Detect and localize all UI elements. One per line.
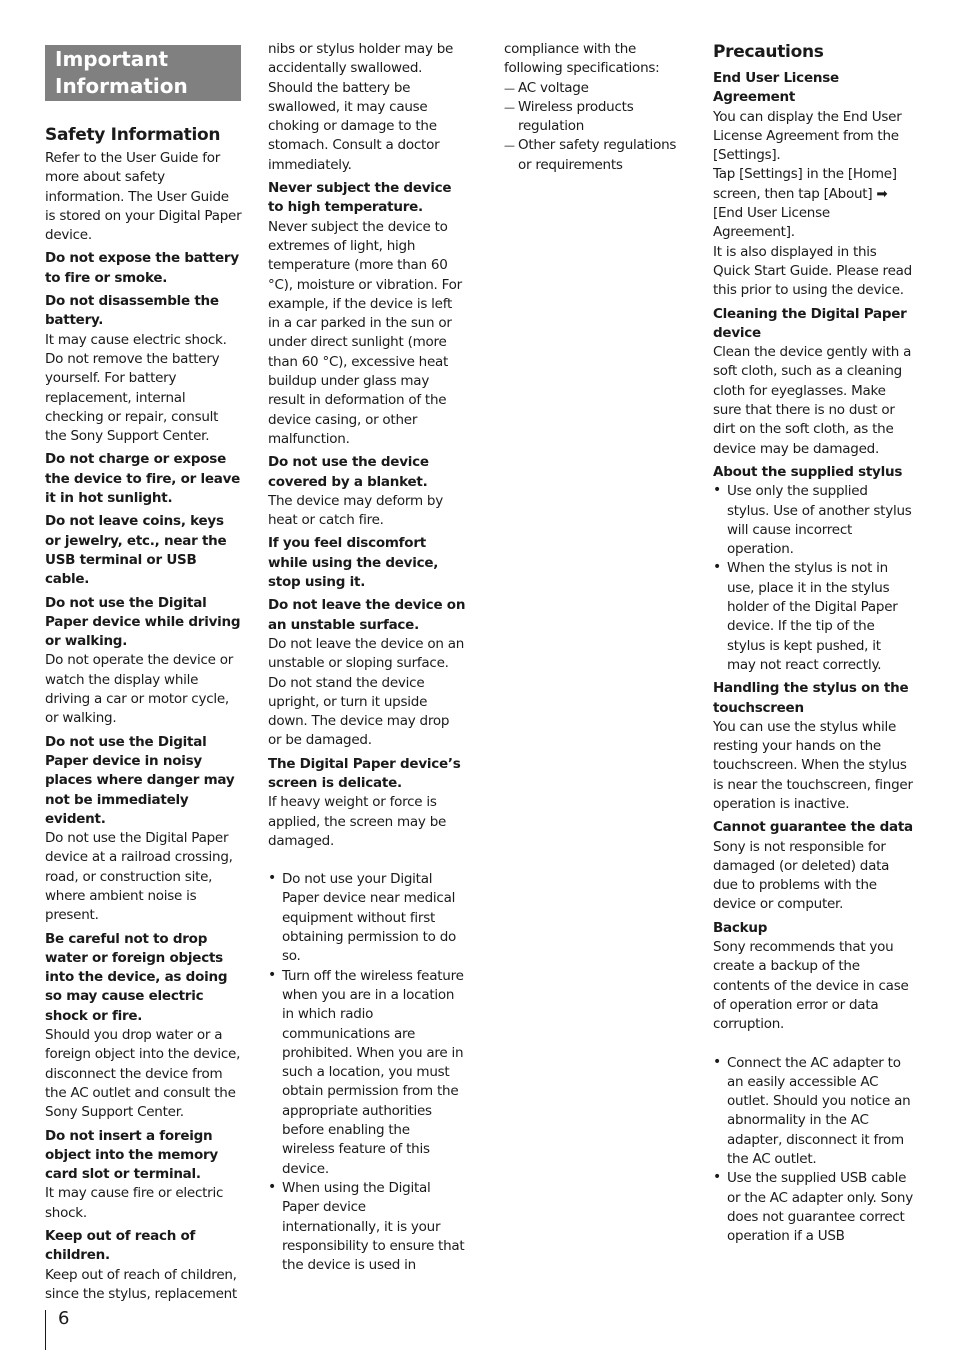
subheading: Cannot guarantee the data [713, 819, 913, 836]
paragraph: Do not operate the device or watch the display while driving a car or motor cycle, or walking. [45, 652, 234, 727]
paragraph: Keep out of reach of children, since the stylus, replacement [45, 1266, 237, 1302]
subheading: About the supplied stylus [713, 463, 903, 480]
paragraph: Sony is not responsible for damaged (or deleted) data due to problems with the device or computer. [713, 838, 890, 913]
paragraph: You can use the stylus while resting your hands on the touchscreen. When the stylus is near the touchscreen, finger operation is inactive. [713, 718, 913, 812]
list-item: • Do not use your Digital Paper device near medical equipment without first obtaining permission to do so. [268, 870, 466, 966]
specification-dash-list [504, 79, 688, 175]
stylus-bullet-list [713, 482, 913, 675]
subheading: Cleaning the Digital Paper device [713, 305, 907, 341]
footer-rule [45, 1310, 46, 1350]
paragraph: Clean the device gently with a soft cloth, such as a cleaning cloth for eyeglasses. Make sure that there is no dust or dirt on the soft cloth, as the device may be damaged. [713, 344, 912, 457]
subheading: Do not leave coins, keys or jewelry, etc., near the USB terminal or USB cable. [45, 513, 227, 588]
subheading: Do not insert a foreign object into the memory card slot or terminal. [45, 1127, 218, 1183]
subheading: Do not expose the battery to fire or smoke. [45, 250, 239, 286]
paragraph: You can display the End User License Agreement from the [Settings]. [713, 108, 902, 164]
subheading: Do not use the Digital Paper device in noisy places where danger may not be immediately evident. [45, 733, 235, 827]
precaution-blocks-2 [713, 679, 913, 1034]
precaution-blocks [713, 69, 913, 482]
list-item: — AC voltage [504, 79, 688, 98]
column-3 [504, 40, 688, 175]
subheading: Backup [713, 919, 768, 936]
subheading: If you feel discomfort while using the device, stop using it. [268, 535, 439, 591]
paragraph: Tap [Settings] in the [Home] screen, then tap [About] ➡ [End User License Agreement]. [713, 166, 897, 241]
subheading: Do not disassemble the battery. [45, 293, 219, 329]
subheading: Keep out of reach of children. [45, 1228, 196, 1264]
subheading: Be careful not to drop water or foreign objects into the device, as doing so may cause electric shock or fire. [45, 930, 228, 1024]
subheading: Never subject the device to high temperature. [268, 180, 452, 216]
section-header-important-information: Important Information [45, 45, 241, 101]
page-number: 6 [58, 1308, 70, 1329]
subheading: Do not leave the device on an unstable surface. [268, 597, 466, 633]
column-1 [45, 40, 243, 1304]
compliance-intro: compliance with the following specifications: [504, 41, 660, 77]
subheading: Do not use the Digital Paper device while driving or walking. [45, 594, 241, 650]
subheading: Do not charge or expose the device to fire, or leave it in hot sunlight. [45, 451, 241, 507]
paragraph: It may cause fire or electric shock. [45, 1185, 224, 1221]
subheading: The Digital Paper device’s screen is delicate. [268, 755, 461, 791]
list-item: — Wireless products regulation [504, 98, 688, 137]
heading-precautions: Precautions [713, 42, 824, 62]
paragraph: Should you drop water or a foreign object into the device, disconnect the device from the AC outlet and consult the Sony Support Center. [45, 1027, 241, 1121]
list-item: • When the stylus is not in use, place it in the stylus holder of the Digital Paper device. If the tip of the stylus is kept pushed, it may not react correctly. [713, 559, 913, 675]
list-item: — Other safety regulations or requirements [504, 136, 688, 175]
list-item: • Turn off the wireless feature when you are in a location in which radio communications are prohibited. When you are in such a location, you must obtain permission from the appropriate authorities before enabling the wireless feature of this device. [268, 967, 466, 1179]
safety-blocks-continued [268, 40, 466, 851]
column-4 [713, 40, 913, 1247]
column-2 [268, 40, 466, 1275]
list-item: • When using the Digital Paper device internationally, it is your responsibility to ensure that the device is used in [268, 1179, 466, 1275]
heading-safety-information: Safety Information [45, 125, 221, 145]
adapter-bullet-list [713, 1054, 913, 1247]
paragraph: It may cause electric shock. Do not remove the battery yourself. For battery replacement, internal checking or repair, consult the Sony Support Center. [45, 331, 227, 445]
subheading: Handling the stylus on the touchscreen [713, 680, 909, 716]
safety-bullet-list [268, 870, 466, 1275]
paragraph: Do not leave the device on an unstable or sloping surface. Do not stand the device upright, or turn it upside down. The device may drop or be damaged. [268, 635, 465, 749]
paragraph: Refer to the User Guide for more about safety information. The User Guide is stored on your Digital Paper device. [45, 150, 242, 244]
safety-blocks [45, 149, 243, 1304]
paragraph: If heavy weight or force is applied, the screen may be damaged. [268, 794, 447, 849]
subheading: Do not use the device covered by a blanket. [268, 454, 429, 490]
subheading: End User License Agreement [713, 70, 839, 106]
list-item: • Use the supplied USB cable or the AC adapter only. Sony does not guarantee correct operation if a USB [713, 1169, 913, 1246]
list-item: • Use only the supplied stylus. Use of another stylus will cause incorrect operation. [713, 482, 913, 559]
paragraph: It is also displayed in this Quick Start Guide. Please read this prior to using the device. [713, 243, 912, 299]
list-item: • Connect the AC adapter to an easily accessible AC outlet. Should you notice an abnormality in the AC adapter, disconnect it from the AC outlet. [713, 1054, 913, 1170]
paragraph: The device may deform by heat or catch fire. [268, 492, 443, 529]
paragraph: nibs or stylus holder may be accidentally swallowed. Should the battery be swallowed, it may cause choking or damage to the stomach. Consult a doctor immediately. [268, 41, 454, 173]
paragraph: Never subject the device to extremes of light, high temperature (more than 60 °C), moisture or vibration. For example, if the device is left in a car parked in the sun or under direct sunlight (more than 60 °C), excessive heat buildup under glass may result in deformation of the device casing, or other malfunction. [268, 218, 462, 447]
paragraph: Sony recommends that you create a backup of the contents of the device in case of operation error or data corruption. [713, 939, 909, 1033]
paragraph: Do not use the Digital Paper device at a railroad crossing, road, or construction site, where ambient noise is present. [45, 830, 233, 924]
